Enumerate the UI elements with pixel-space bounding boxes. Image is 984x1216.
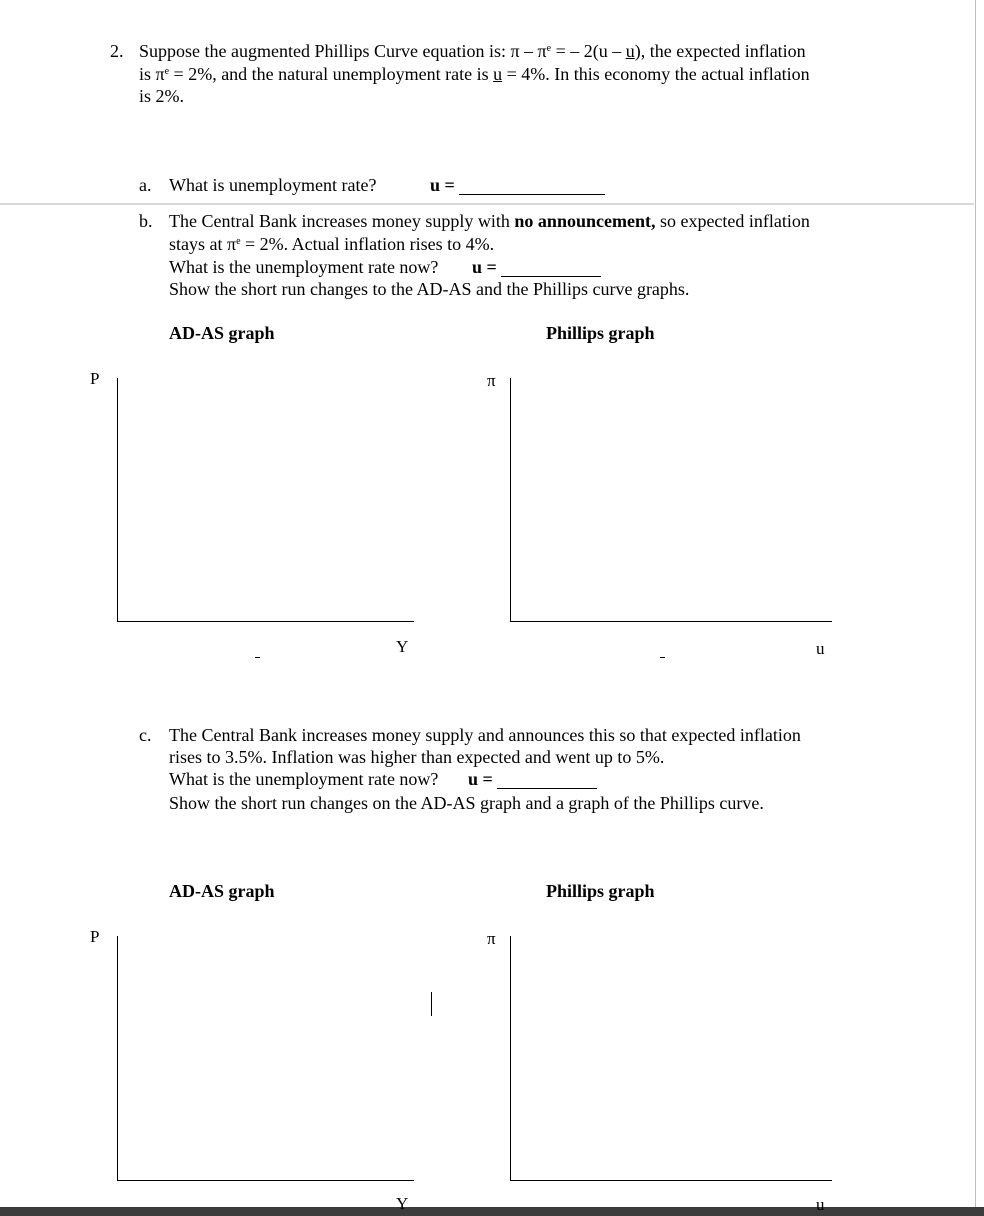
- part-b-adas-x-label: Y: [396, 637, 409, 656]
- part-c-line-2: rises to 3.5%. Inflation was higher than expected and went up to 5%.: [169, 747, 665, 767]
- part-a-answer-label: u =: [430, 175, 455, 195]
- part-c-phillips-x-axis: [510, 1180, 832, 1181]
- part-c-phillips-title: Phillips graph: [546, 881, 655, 901]
- part-b-adas-y-label: P: [90, 369, 100, 388]
- part-c-answer-field[interactable]: [497, 772, 597, 789]
- part-b-phillips-y-axis: [510, 378, 511, 622]
- part-c-phillips-y-label: π: [487, 929, 496, 948]
- text-cursor: [431, 992, 432, 1016]
- part-b-adas-title: AD-AS graph: [169, 323, 275, 343]
- part-c-adas-y-axis: [117, 936, 118, 1181]
- part-c-line-1: The Central Bank increases money supply and announces this so that expected inflation: [169, 725, 801, 745]
- part-b-line-1: The Central Bank increases money supply with no announcement, so expected inflation: [169, 211, 810, 231]
- part-c-adas-x-label: Y: [396, 1194, 409, 1213]
- part-b-phillips-tick: [660, 657, 665, 658]
- part-b-line-4: Show the short run changes to the AD-AS and the Phillips curve graphs.: [169, 279, 690, 299]
- part-c-adas-y-label: P: [90, 927, 100, 946]
- page-right-edge: [975, 0, 976, 1216]
- part-c-adas-title: AD-AS graph: [169, 881, 275, 901]
- part-c-letter: c.: [139, 725, 152, 745]
- part-b-letter: b.: [139, 211, 153, 231]
- part-c-phillips-y-axis: [510, 936, 511, 1181]
- bottom-scroll-bar: [0, 1207, 984, 1216]
- part-b-phillips-y-label: π: [487, 371, 496, 390]
- problem-line-3: is 2%.: [139, 86, 184, 106]
- part-a-letter: a.: [139, 175, 152, 195]
- page-divider: [0, 203, 974, 205]
- part-b-phillips-x-axis: [510, 621, 832, 622]
- part-c-line-3: What is the unemployment rate now?: [169, 769, 439, 789]
- part-b-adas-y-axis: [117, 378, 118, 622]
- problem-line-2: is $\pi^e = 2\%$, and the natural unemployment rate is u = 4%. In this economy the actual inflation: [139, 64, 810, 84]
- part-c-answer-label: u =: [468, 769, 493, 789]
- problem-line-1: Suppose the augmented Phillips Curve equation is: π – $\pi^e$ = – 2(u – u), the expected inflation: [139, 41, 806, 61]
- part-c-adas-x-axis: [117, 1180, 414, 1181]
- part-b-answer-field[interactable]: [501, 260, 601, 277]
- part-b-line-2: stays at $\pi^e = 2\%$. Actual inflation rises to 4%.: [169, 234, 495, 254]
- part-b-phillips-x-label: u: [816, 639, 825, 658]
- part-a-question: What is unemployment rate?: [169, 175, 377, 195]
- part-b-line-3: What is the unemployment rate now?: [169, 257, 439, 277]
- part-b-adas-x-axis: [117, 621, 414, 622]
- part-b-phillips-title: Phillips graph: [546, 323, 655, 343]
- part-c-phillips-x-label: u: [816, 1195, 825, 1214]
- part-a-answer-field[interactable]: [459, 178, 605, 195]
- part-c-line-4: Show the short run changes on the AD-AS graph and a graph of the Phillips curve.: [169, 793, 764, 813]
- part-b-adas-tick: [255, 657, 260, 658]
- part-b-answer-label: u =: [472, 257, 497, 277]
- problem-number: 2.: [110, 41, 124, 61]
